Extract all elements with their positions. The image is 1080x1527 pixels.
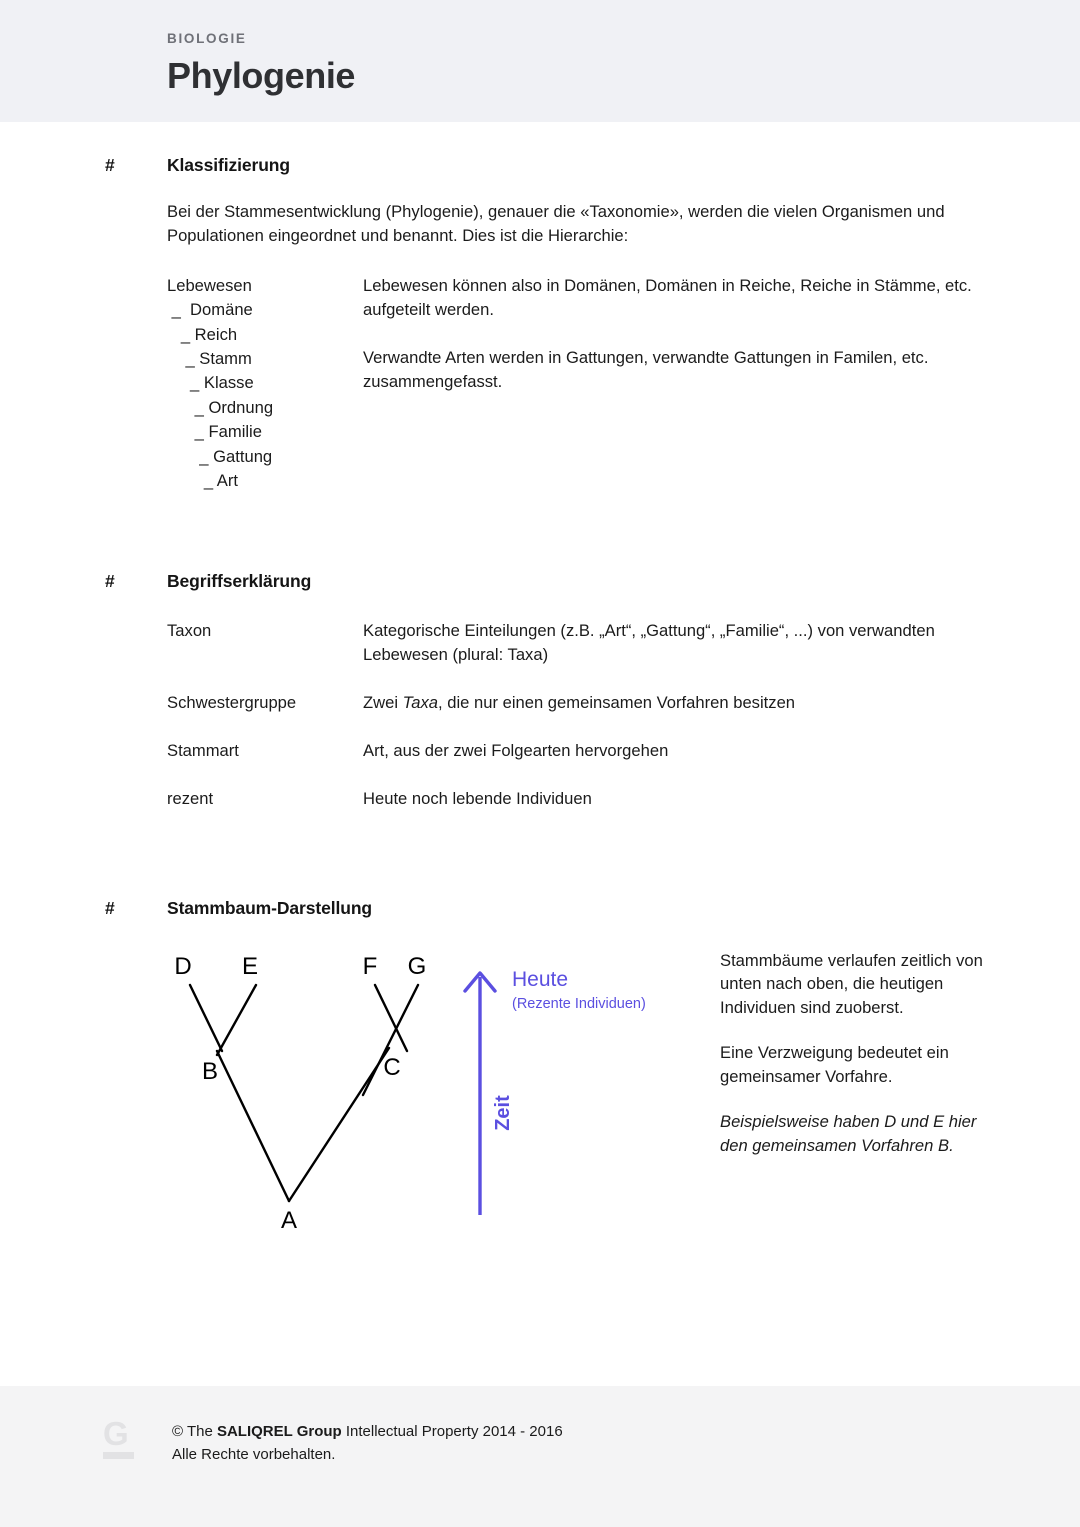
classification-note: Verwandte Arten werden in Gattungen, verwandte Gattungen in Familen, etc. zusammengefasst.	[363, 347, 929, 391]
header-band	[0, 0, 1080, 122]
footer-brand-name: SALIQREL Group	[216, 1423, 342, 1440]
hierarchy-item: _ Klasse	[167, 373, 254, 393]
classification-notes	[363, 274, 995, 494]
tree-branches	[190, 985, 418, 1201]
section-klassifizierung	[0, 155, 1080, 493]
axis-label-today: Heute	[512, 967, 569, 991]
tree-node-label-f: F	[362, 952, 378, 980]
definition-term: Taxon	[167, 621, 212, 641]
footer-copyright-line2: Alle Rechte vorbehalten.	[172, 1445, 336, 1463]
hierarchy-item: _ Gattung	[167, 446, 273, 466]
section-stammbaum	[0, 898, 1080, 1233]
document-kicker: BIOLOGIE	[167, 31, 247, 46]
phylogenetic-tree-diagram	[167, 943, 720, 1233]
definition-description-text: Kategorische Einteilungen (z.B. „Art“, „Gattung“, „Familie“, ...) von verwandten Lebewesen (plural: Taxa)	[363, 621, 935, 665]
tree-node-label-e: E	[241, 952, 259, 980]
definition-term: Stammart	[167, 741, 239, 761]
definition-description-text: Zwei	[363, 693, 403, 713]
document-content	[0, 122, 1080, 1233]
footer-copyright	[172, 1421, 563, 1466]
section-heading-klassifizierung	[0, 155, 1080, 176]
spacer-top	[0, 122, 1080, 155]
definition-description	[363, 691, 995, 715]
section-heading-label: Stammbaum-Darstellung	[167, 897, 373, 918]
hierarchy-list	[167, 274, 363, 494]
section-heading-label: Begriffserklärung	[167, 571, 312, 592]
definition-term: Schwestergruppe	[167, 693, 297, 713]
footer-copyright-prefix: © The	[172, 1423, 217, 1440]
definition-emphasis: Taxa	[402, 693, 439, 713]
section-heading-stammbaum	[0, 898, 1080, 919]
branch-e-b	[217, 985, 256, 1055]
hierarchy-item: _ Art	[167, 470, 239, 490]
classification-columns	[0, 274, 1080, 494]
section-heading-begriffserklaerung	[0, 571, 1080, 592]
hierarchy-item: _ Stamm	[167, 348, 252, 368]
definition-description-text: , die nur einen gemeinsamen Vorfahren besitzen	[438, 693, 796, 713]
hash-marker-icon: #	[105, 897, 115, 918]
axis-label-time: Zeit	[492, 1094, 514, 1131]
classification-note: Lebewesen können also in Domänen, Domänen in Reiche, Reiche in Stämme, etc. aufgeteilt werden.	[363, 275, 972, 320]
definition-row	[0, 619, 1080, 667]
definition-description	[363, 739, 995, 763]
footer-copyright-suffix: Intellectual Property 2014 - 2016	[341, 1423, 563, 1440]
header-inner	[167, 32, 355, 96]
tree-node-label-c: C	[383, 1053, 401, 1081]
tree-figure	[0, 943, 1080, 1233]
tree-node-label-g: G	[407, 952, 427, 980]
tree-node-label-d: D	[174, 952, 192, 980]
logo-g-icon: G	[103, 1415, 129, 1452]
branch-c-a	[289, 1048, 389, 1201]
axis-label-today-sub: (Rezente Individuen)	[512, 995, 646, 1012]
definition-row	[0, 787, 1080, 811]
definition-description-text: Art, aus der zwei Folgearten hervorgehen	[363, 741, 669, 761]
tree-svg	[167, 943, 720, 1233]
definition-term: rezent	[167, 789, 214, 809]
hierarchy-item: Lebewesen	[167, 275, 252, 295]
hash-marker-icon: #	[105, 571, 115, 592]
logo-bar-icon	[103, 1452, 134, 1459]
time-axis-arrow	[465, 973, 495, 1215]
tree-node-label-a: A	[280, 1206, 298, 1233]
definition-row	[0, 691, 1080, 715]
hierarchy-item: _ Domäne	[167, 300, 253, 320]
hierarchy-item: _ Reich	[167, 324, 238, 344]
definition-description	[363, 787, 995, 811]
tree-node-label-b: B	[201, 1057, 219, 1085]
section-begriffserklaerung	[0, 571, 1080, 811]
tree-node-labels	[174, 953, 426, 1233]
branch-b-a	[217, 1051, 289, 1201]
definition-description-text: Heute noch lebende Individuen	[363, 789, 592, 809]
tree-note: Eine Verzweigung bedeutet ein gemeinsamer Vorfahre.	[720, 1043, 949, 1086]
tree-notes	[720, 943, 995, 1180]
hash-marker-icon: #	[105, 155, 115, 175]
tree-note-example: Beispielsweise haben D und E hier den gemeinsamen Vorfahren B.	[720, 1112, 977, 1155]
footer-copyright-line1	[172, 1421, 563, 1444]
section-heading-label: Klassifizierung	[167, 155, 290, 175]
hierarchy-item: _ Ordnung	[167, 397, 274, 417]
saliqrel-logo	[103, 1415, 143, 1459]
tree-note: Stammbäume verlaufen zeitlich von unten nach oben, die heutigen Individuen sind zuoberst.	[720, 950, 983, 1017]
page-title: Phylogenie	[167, 54, 356, 96]
branch-d-b	[190, 985, 222, 1051]
definition-row	[0, 739, 1080, 763]
definition-description	[363, 619, 995, 667]
classification-intro: Bei der Stammesentwicklung (Phylogenie), genauer die «Taxonomie», werden die vielen Organismen und Populationen eingeordnet und benannt. Dies ist die Hierarchie:	[167, 202, 945, 246]
hierarchy-item: _ Familie	[167, 422, 262, 442]
